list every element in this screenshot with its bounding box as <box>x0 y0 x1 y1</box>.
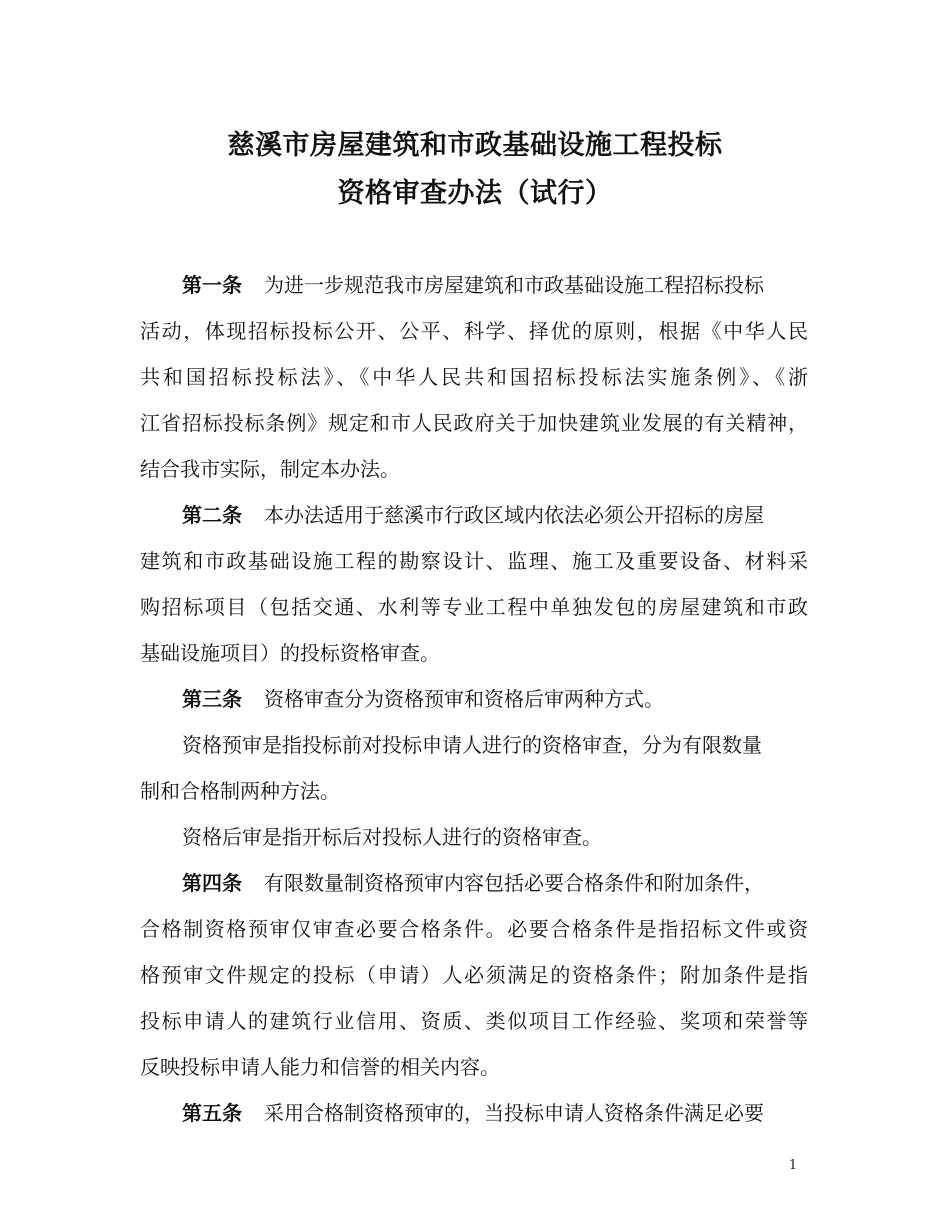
paragraph-line: 资格预审是指投标前对投标申请人进行的资格审查，分为有限数量 <box>182 733 762 757</box>
article-3-line-1 <box>140 676 808 722</box>
paragraph-line: 共和国招标投标法》、《中华人民共和国招标投标法实施条例》、《浙 <box>140 365 808 389</box>
article-5-label: 第五条 <box>182 1101 242 1125</box>
article-4-label: 第四条 <box>182 871 242 895</box>
article-1-line-1 <box>140 262 808 308</box>
paragraph-line: 建筑和市政基础设施工程的勘察设计、监理、施工及重要设备、材料采 <box>140 549 808 573</box>
paragraph-line: 江省招标投标条例》规定和市人民政府关于加快建筑业发展的有关精神， <box>140 411 808 435</box>
article-2-label: 第二条 <box>182 503 242 527</box>
paragraph-line: 活动，体现招标投标公开、公平、科学、择优的原则，根据《中华人民 <box>140 319 808 343</box>
article-5-line-1 <box>140 1090 808 1136</box>
document-title-line-1: 慈溪市房屋建筑和市政基础设施工程投标 <box>227 130 723 161</box>
paragraph-line: 资格后审是指开标后对投标人进行的资格审查。 <box>182 825 602 849</box>
paragraph-line: 制和合格制两种方法。 <box>140 779 340 803</box>
paragraph-text: 资格审查分为资格预审和资格后审两种方式。 <box>264 687 664 711</box>
document-title-line-2: 资格审查办法（试行） <box>337 178 613 209</box>
article-2-line-1 <box>140 492 808 538</box>
paragraph-text: 有限数量制资格预审内容包括必要合格条件和附加条件， <box>264 871 764 895</box>
paragraph-line: 购招标项目（包括交通、水利等专业工程中单独发包的房屋建筑和市政 <box>140 595 808 619</box>
article-3-label: 第三条 <box>182 687 242 711</box>
paragraph-line: 合格制资格预审仅审查必要合格条件。必要合格条件是指招标文件或资 <box>140 917 808 941</box>
paragraph-line: 结合我市实际，制定本办法。 <box>140 457 400 481</box>
page-number: 1 <box>788 1158 798 1173</box>
paragraph-text: 采用合格制资格预审的，当投标申请人资格条件满足必要 <box>264 1101 764 1125</box>
article-1-label: 第一条 <box>182 273 242 297</box>
paragraph-line: 格预审文件规定的投标（申请）人必须满足的资格条件；附加条件是指 <box>140 963 808 987</box>
paragraph-line: 基础设施项目）的投标资格审查。 <box>140 641 440 665</box>
paragraph-line: 投标申请人的建筑行业信用、资质、类似项目工作经验、奖项和荣誉等 <box>140 1009 808 1033</box>
document-body <box>140 262 808 1136</box>
paragraph-text: 本办法适用于慈溪市行政区域内依法必须公开招标的房屋 <box>264 503 764 527</box>
paragraph-text: 为进一步规范我市房屋建筑和市政基础设施工程招标投标 <box>264 273 764 297</box>
paragraph-line: 反映投标申请人能力和信誉的相关内容。 <box>140 1055 500 1079</box>
article-4-line-1 <box>140 860 808 906</box>
